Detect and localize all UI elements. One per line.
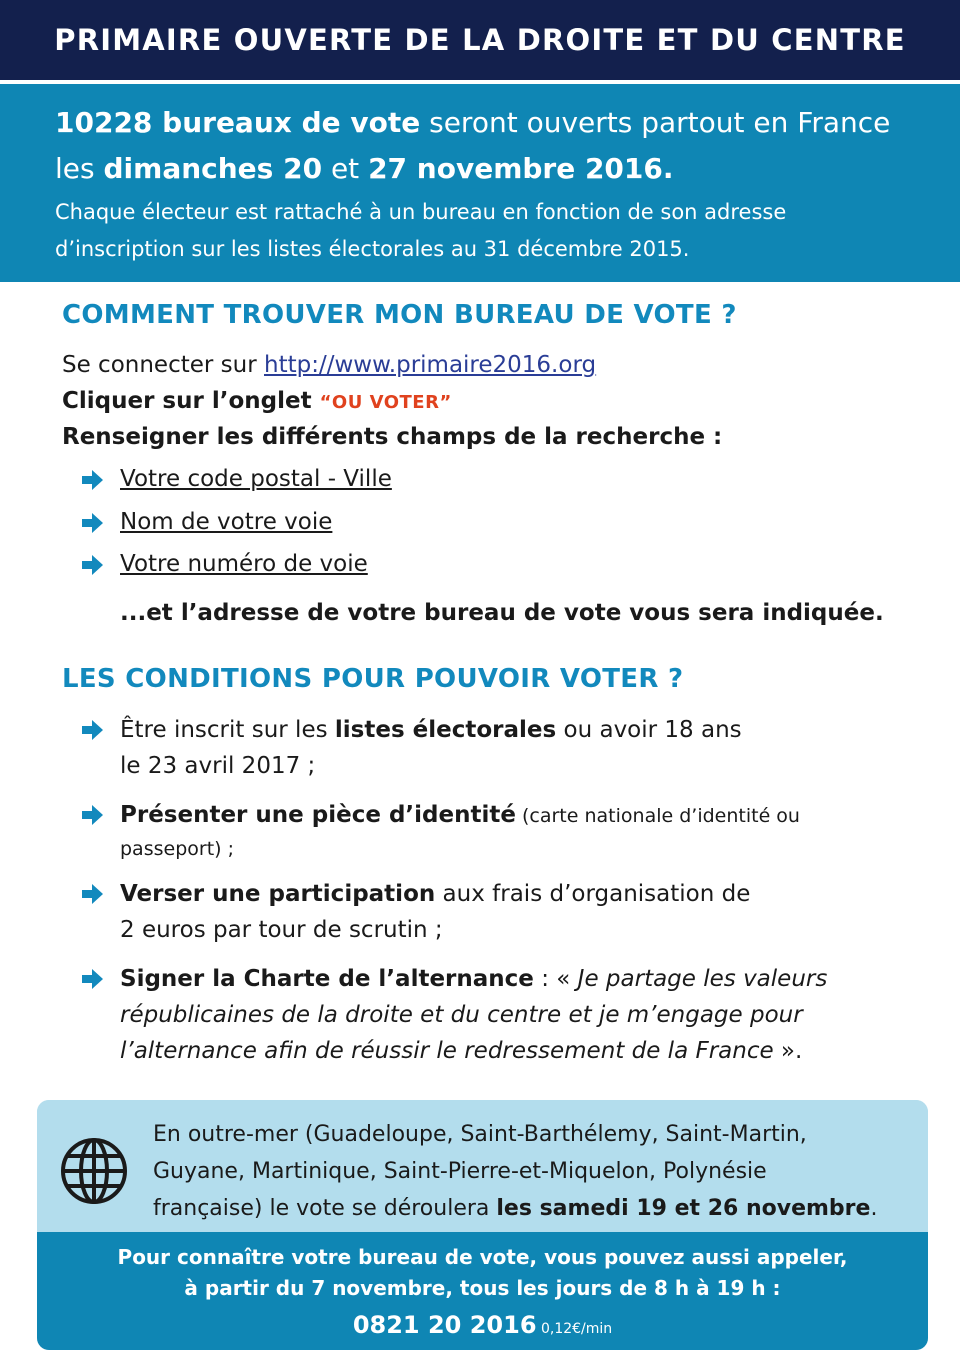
intro-line-1: 10228 bureaux de vote seront ouverts partout en France: [55, 106, 891, 139]
phone-number: 0821 20 2016 0,12€/min: [352, 1311, 613, 1339]
phone-rate: 0,12€/min: [536, 1321, 613, 1337]
condition-registered: Être inscrit sur les listes électorales ou avoir 18 ans le 23 avril 2017 ;: [120, 717, 742, 779]
tab-name-label: “OU VOTER”: [319, 392, 452, 413]
arrow-right-icon: [78, 880, 108, 910]
overseas-text: En outre-mer (Guadeloupe, Saint-Barthélemy, Saint-Martin, Guyane, Martinique, Saint-Pierre-et-Miquelon, Polynésie française) le vote se déroulera les samedi 19 et 26 novembre.: [153, 1122, 878, 1221]
arrow-right-icon: [78, 551, 108, 581]
phone-panel: [37, 1232, 928, 1350]
intro-line-3: Chaque électeur est rattaché à un bureau en fonction de son adresse: [55, 200, 787, 224]
overseas-info-box: [37, 1100, 928, 1350]
arrow-right-icon: [78, 965, 108, 995]
field-street-number: Votre numéro de voie: [120, 551, 368, 577]
phone-line-2: à partir du 7 novembre, tous les jours de 8 h à 19 h :: [184, 1276, 781, 1300]
condition-charter: Signer la Charte de l’alternance : « Je partage les valeurs républicaines de la droite et du centre et je m’engage pour l’alternance afin de réussir le redressement de la France ».: [120, 966, 828, 1064]
condition-identity: Présenter une pièce d’identité (carte nationale d’identité ou passeport) ;: [120, 802, 800, 860]
field-street-name: Nom de votre voie: [120, 509, 333, 535]
arrow-right-icon: [78, 801, 108, 831]
page-title: PRIMAIRE OUVERTE DE LA DROITE ET DU CENTRE: [0, 0, 960, 80]
intro-band: [0, 84, 960, 282]
find-section-title: COMMENT TROUVER MON BUREAU DE VOTE ?: [62, 300, 737, 330]
condition-participation: Verser une participation aux frais d’organisation de 2 euros par tour de scrutin ;: [120, 881, 751, 943]
intro-line-4: d’inscription sur les listes électorales au 31 décembre 2015.: [55, 237, 690, 261]
arrow-right-icon: [78, 466, 108, 496]
fill-fields-line: Renseigner les différents champs de la recherche :: [62, 424, 723, 450]
conditions-section-title: LES CONDITIONS POUR POUVOIR VOTER ?: [62, 664, 684, 694]
intro-line-2: les dimanches 20 et 27 novembre 2016.: [55, 152, 674, 185]
arrow-right-icon: [78, 716, 108, 746]
result-line: ...et l’adresse de votre bureau de vote vous sera indiquée.: [120, 600, 884, 626]
click-tab-line: Cliquer sur l’onglet “OU VOTER”: [62, 388, 452, 414]
website-link[interactable]: http://www.primaire2016.org: [264, 352, 597, 378]
connect-line: Se connecter sur http://www.primaire2016.org: [62, 352, 597, 378]
phone-line-1: Pour connaître votre bureau de vote, vous pouvez aussi appeler,: [117, 1245, 848, 1269]
globe-icon: [59, 1136, 129, 1206]
overseas-panel: [37, 1100, 928, 1232]
field-postal-code: Votre code postal - Ville: [120, 466, 392, 492]
arrow-right-icon: [78, 509, 108, 539]
